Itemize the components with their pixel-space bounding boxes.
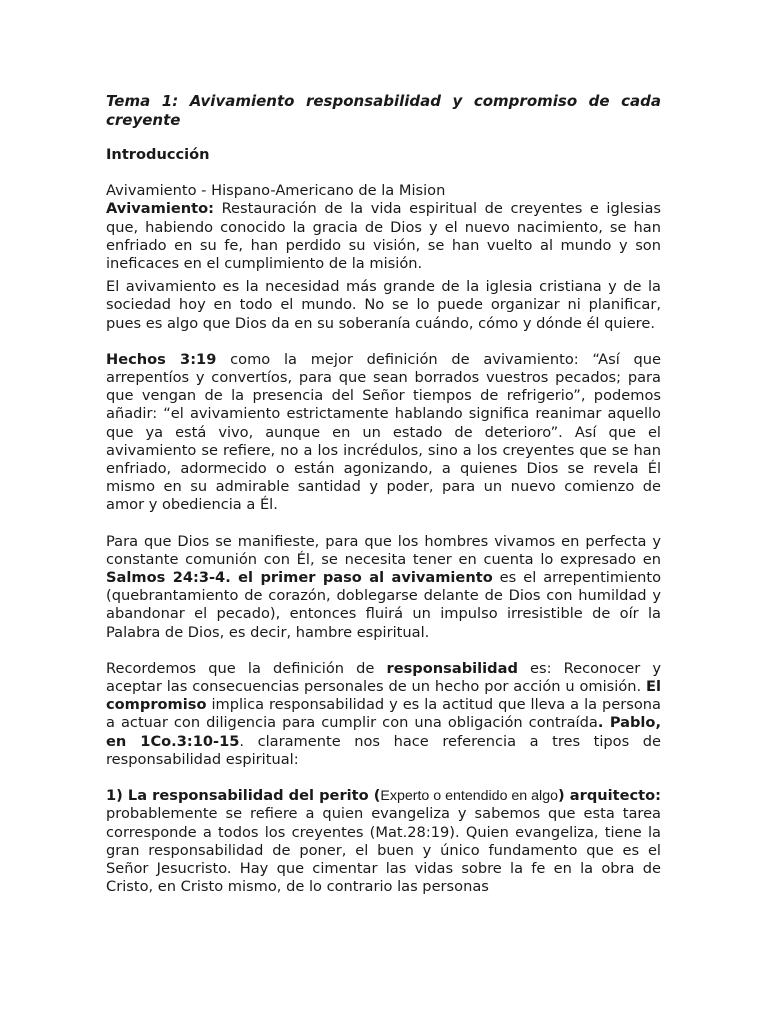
term-responsabilidad: responsabilidad: [386, 659, 518, 677]
paragraph-text: Para que Dios se manifieste, para que los hombres vivamos en perfecta y constante comunión con Él, se necesita tener en cuenta lo expresado en: [106, 532, 661, 568]
term-avivamiento: Avivamiento:: [106, 200, 214, 218]
paragraph-text: Recordemos que la definición de: [106, 659, 387, 677]
paragraph-perito: [106, 787, 661, 896]
paragraph-hechos: [106, 351, 661, 515]
item-heading: 1) La responsabilidad del perito (: [106, 787, 381, 805]
document-body: [106, 92, 661, 896]
scripture-reference: Hechos 3:19: [106, 350, 217, 368]
definition-text: Restauración de la vida espiritual de creyentes e iglesias que, habiendo conocido la gracia de Dios y el nuevo nacimiento, se han enfriado en su fe, han perdido su visión, se han vuelto al mundo y son ineficaces en el cumplimiento de la misión.: [106, 200, 661, 273]
paragraph-salmos: [106, 533, 661, 642]
paragraph-text: implica responsabilidad y es la actitud que lleva a la persona a actuar con diligencia para cumplir con una obligación contraída: [106, 696, 661, 732]
paragraph-text: es el arrepentimiento (quebrantamiento de corazón, doblegarse delante de Dios con humildad y abandonar el pecado), entonces fluirá un impulso irresistible de oír la Palabra de Dios, es decir, hambre espiritual.: [106, 569, 661, 641]
paragraph-text: . claramente nos hace referencia a tres tipos de responsabilidad espiritual:: [106, 732, 662, 768]
term-compromiso: El compromiso: [106, 678, 661, 714]
paragraph-text: como la mejor definición de avivamiento: “Así que arrepentíos y convertíos, para que sean borrados vuestros pecados; para que vengan de la presencia del Señor tiempos de refrigerio”, podemos añadir: “el avivamiento estrictamente hablando significa reanimar aquello que ya está vivo, aunque en un estado de deterioro”. Así que el avivamiento se refiere, no a los incrédulos, sino a los creyentes que se han enfriado, adormecido o están agonizando, a quienes Dios se revela Él mismo en su admirable santidad y poder, para un nuevo comienzo de amor y obediencia a Él.: [106, 350, 661, 514]
paragraph-text: es: Reconocer y aceptar las consecuencias personales de un hecho por acción u omisión.: [106, 659, 661, 696]
section-heading: Introducción: [106, 146, 210, 163]
item-note: Experto o entendido en algo: [380, 788, 558, 805]
paragraph-responsabilidad: [106, 660, 661, 769]
item-heading-continued: ) arquitecto:: [558, 787, 662, 805]
scripture-reference: . Pablo, en 1Co.3:10-15: [106, 714, 662, 750]
paragraph-definition: [106, 200, 661, 273]
paragraph-necessity: El avivamiento es la necesidad más grande de la iglesia cristiana y de la sociedad hoy en todo el mundo. No se lo puede organizar ni planificar, pues es algo que Dios da en su soberanía cuándo, cómo y dónde él quiere.: [106, 278, 661, 332]
paragraph-text: probablemente se refiere a quien evangeliza y sabemos que esta tarea corresponde a todos los creyentes (Mat.28:19). Quien evangeliza, tiene la gran responsabilidad de poner, el buen y único fundamento que es el Señor Jesucristo. Hay que cimentar las vidas sobre la fe en la obra de Cristo, en Cristo mismo, de lo contrario las personas: [106, 805, 661, 896]
source-line: Avivamiento - Hispano-Americano de la Mision: [106, 182, 446, 200]
scripture-reference: Salmos 24:3-4. el primer paso al avivamiento: [106, 569, 493, 587]
document-title: Tema 1: Avivamiento responsabilidad y compromiso de cada creyente: [106, 92, 661, 129]
